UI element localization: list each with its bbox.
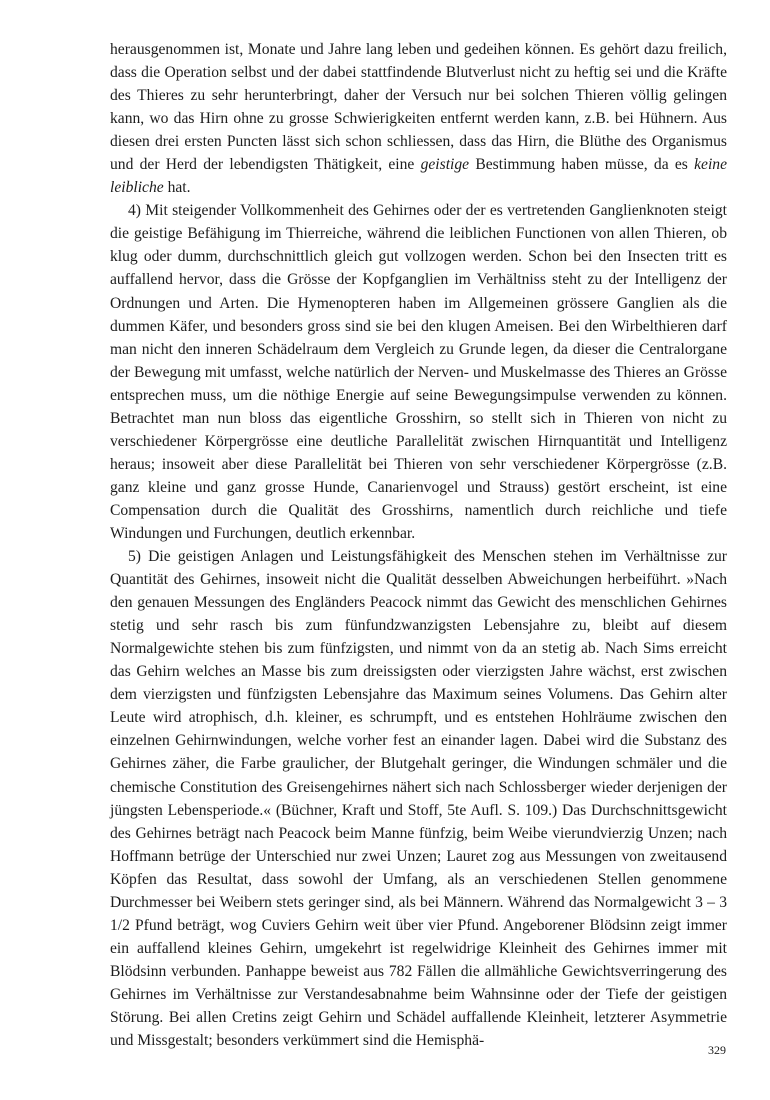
italic-text-run: geistige bbox=[420, 156, 470, 174]
text-run: Bestimmung haben müsse, da es bbox=[469, 156, 695, 174]
text-run: 4) Mit steigender Vollkommenheit des Gehirnes oder der es vertretenden Ganglienknoten steigt die geistige Befähigung im Thierreiche, während die leiblichen Functionen von allen Thieren, ob klug oder dumm, durchschnittlich gleich gut vollzogen werden. Schon bei den Insecten tritt es auffallend hervor, dass die Grösse der Kopfganglien im Verhältniss steht zu der Intelligenz der Ordnungen und Arten. Die Hymenopteren haben im Allgemeinen grössere Ganglien als die dummen Käfer, und besonders gross sind sie bei den klugen Ameisen. Bei den Wirbelthieren darf man nicht den inneren Schädelraum dem Vergleich zu Grunde legen, da dieser die Centralorgane der Bewegung mit umfasst, welche natürlich der Nerven- und Muskelmasse des Thieres an Grösse entsprechen muss, um die nöthige Energie auf seine Bewegungsimpulse verwenden zu können. Betrachtet man nun bloss das eigentliche Grosshirn, so stellt sich in Thieren von nicht zu verschiedener Körpergrösse eine deutliche Parallelität zwischen Hirnquantität und Intelligenz heraus; insoweit aber diese Parallelität bei Thieren von sehr verschiedener Körpergrösse (z.B. ganz kleine und ganz grosse Hunde, Canarienvogel und Strauss) gestört erscheint, ist eine Compensation durch die Qualität des Grosshirns, namentlich durch reichliche und tiefe Windungen und Furchungen, deutlich erkennbar. bbox=[110, 202, 727, 542]
paragraph-point-4 bbox=[110, 199, 727, 545]
page-number: 329 bbox=[708, 1043, 726, 1057]
paragraph-point-5 bbox=[110, 545, 727, 1052]
text-run: 5) Die geistigen Anlagen und Leistungsfähigkeit des Menschen stehen im Verhältnisse zur Quantität des Gehirnes, insoweit nicht die Qualität desselben Abweichungen herbeiführt. »Nach den genauen Messungen des Engländers Peacock nimmt das Gewicht des menschlichen Gehirnes stetig und sehr rasch bis zum fünfundzwanzigsten Lebensjahre zu, bleibt auf diesem Normalgewichte stehen bis zum fünfzigsten, und nimmt von da an stetig ab. Nach Sims erreicht das Gehirn welches an Masse bis zum dreissigsten oder vierzigsten Jahre wächst, erst zwischen dem vierzigsten und fünfzigsten Lebensjahre das Maximum seines Volumens. Das Gehirn alter Leute wird atrophisch, d.h. kleiner, es schrumpft, und es entstehen Hohlräume zwischen den einzelnen Gehirnwindungen, welche vorher fest an einander lagen. Dabei wird die Substanz des Gehirnes zäher, die Farbe graulicher, der Blutgehalt geringer, die Windungen schmäler und die chemische Constitution des Greisengehirnes nähert sich nach Schlossberger wieder derjenigen der jüngsten Lebensperiode.« (Büchner, Kraft und Stoff, 5te Aufl. S. 109.) Das Durchschnittsgewicht des Gehirnes beträgt nach Peacock beim Manne fünfzig, beim Weibe vierundvierzig Unzen; nach Hoffmann betrüge der Unterschied nur zwei Unzen; Lauret zog aus Messungen von zweitausend Köpfen das Resultat, dass sowohl der Umfang, als an verschiedenen Stellen genommene Durchmesser bei Weibern stets geringer sind, als bei Männern. Während das Normalgewicht 3 – 3 1/2 Pfund beträgt, wog Cuviers Gehirn weit über vier Pfund. Angeborener Blödsinn zeigt immer ein auffallend kleines Gehirn, umgekehrt ist regelwidrige Kleinheit des Gehirnes immer mit Blödsinn verbunden. Panhappe beweist aus 782 Fällen die allmähliche Gewichtsverringerung des Gehirnes im Verhältnisse zur Verstandesabnahme beim Wahnsinne oder der Tiefe der geistigen Störung. Bei allen Cretins zeigt Gehirn und Schädel auffallende Kleinheit, letzterer Asymmetrie und Missgestalt; besonders verkümmert sind die Hemisphä- bbox=[110, 548, 727, 1050]
italic-text-run: keine leibliche bbox=[110, 156, 728, 197]
paragraph-continuation bbox=[110, 38, 727, 199]
text-run: herausgenommen ist, Monate und Jahre lang leben und gedeihen können. Es gehört dazu freilich, dass die Operation selbst und der dabei stattfindende Blutverlust nicht zu heftig sei und die Kräfte des Thieres zu sehr herunterbringt, daher der Versuch nur bei solchen Thieren völlig gelingen kann, wo das Hirn ohne zu grosse Schwierigkeiten entfernt werden kann, z.B. bei Hühnern. Aus diesen drei ersten Puncten lässt sich schon schliessen, dass das Hirn, die Blüthe des Organismus und der Herd der lebendigsten Thätigkeit, eine bbox=[110, 41, 727, 174]
text-run: hat. bbox=[163, 179, 191, 197]
page-body bbox=[110, 38, 727, 1052]
